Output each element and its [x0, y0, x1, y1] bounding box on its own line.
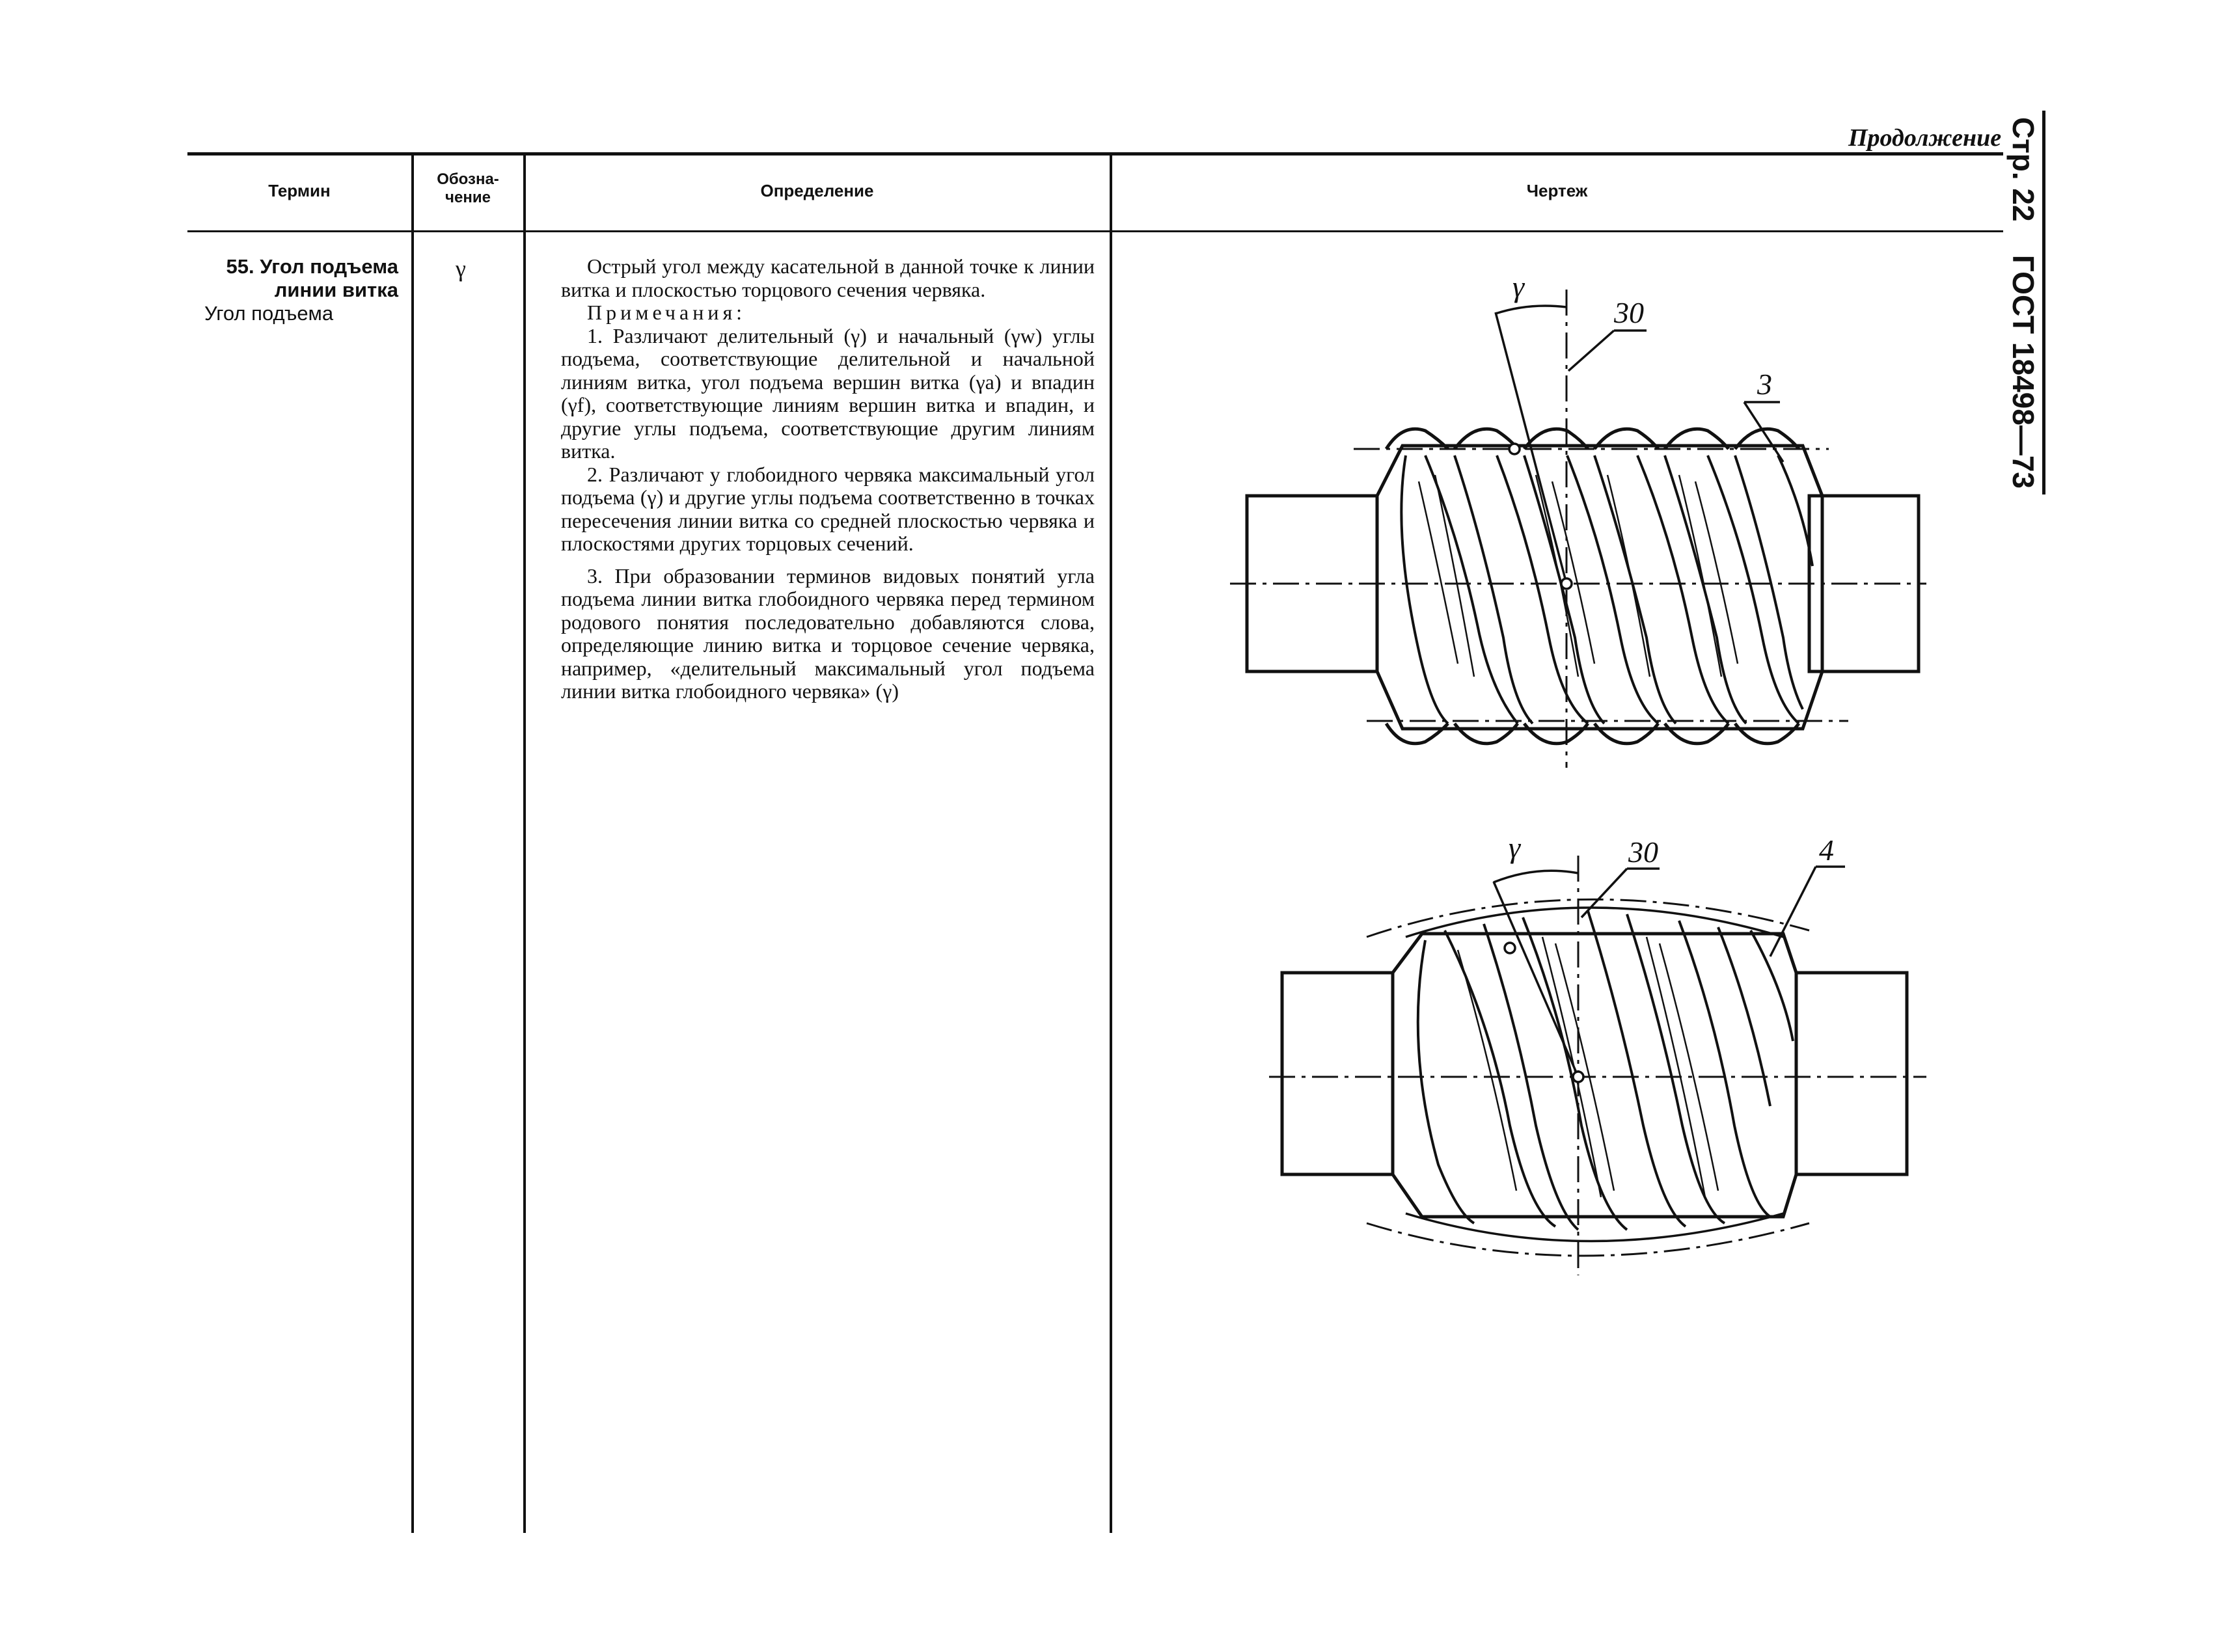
thread-crests: [1386, 429, 1799, 744]
col-divider-3: [1110, 154, 1112, 1533]
cylindrical-worm-drawing: [1224, 260, 1926, 781]
col-divider-1: [411, 154, 414, 1533]
left-shaft: [1282, 973, 1393, 1174]
center-point: [1561, 578, 1572, 589]
standard-number: ГОСТ 18498—73: [2006, 254, 2040, 489]
term-cell: [190, 255, 398, 325]
header-drawing: Чертеж: [1526, 181, 1588, 200]
pitch-arc-top: [1367, 899, 1809, 937]
angle-label-top: γ: [1512, 270, 1525, 303]
leader-label-3: 3: [1757, 368, 1772, 401]
table-header-rule: [187, 230, 2003, 232]
note-2: 2. Различают у глобоидного червяка максимальный угол подъема (γ) и другие углы подъема соответственно в точках пересечения линии витка со средней плоскостью червяка и плоскостями других торцовых сечений.: [561, 462, 1095, 555]
note-3: 3. При образовании терминов видовых понятий угла подъема линии витка глобоидного червяка перед термином родового понятия последовательно добавляются слова, определяющие линию витка и торцовое сечение червяка, например, «делительный максимальный угол подъема линии витка глобоидного червяка» (γ): [561, 563, 1095, 703]
notes-heading: Примечания:: [587, 301, 746, 324]
leader-label-30-bottom: 30: [1628, 835, 1658, 869]
page-ref: Стр. 22: [2006, 117, 2040, 222]
header-designation: Обозна- чение: [437, 170, 499, 206]
term-alternative: Угол подъема: [204, 302, 334, 325]
tangent-point: [1505, 943, 1515, 953]
continuation-label: Продолжение: [1848, 124, 2002, 152]
thread-flanks: [1418, 911, 1793, 1230]
definition-cell: [561, 255, 1095, 703]
pitch-arc-bottom: [1367, 1223, 1809, 1256]
tangent-point: [1509, 444, 1520, 454]
page-sidebar: [1997, 117, 2049, 508]
leader-label-30-top: 30: [1614, 296, 1644, 329]
leader-30: [1581, 869, 1627, 917]
leader-30: [1568, 331, 1614, 371]
term-title: 55. Угол подъема линии витка: [226, 255, 398, 301]
header-definition: Определение: [760, 181, 874, 200]
definition-main: Острый угол между касательной в данной точке к линии витка и плоскостью торцового сечения червяка.: [561, 254, 1095, 301]
right-shaft: [1796, 973, 1907, 1174]
header-term: Термин: [268, 181, 331, 200]
thread-flanks: [1401, 455, 1812, 724]
leader-4: [1770, 867, 1816, 956]
col-divider-2: [523, 154, 526, 1533]
globoid-worm-drawing: [1250, 826, 1926, 1282]
sidebar-rule: [2042, 111, 2045, 494]
center-point: [1573, 1072, 1583, 1082]
angle-label-bottom: γ: [1509, 831, 1521, 864]
angle-arc: [1494, 871, 1578, 882]
worm-body-outline: [1377, 446, 1822, 729]
angle-arc: [1496, 306, 1566, 314]
symbol-cell: γ: [456, 256, 466, 282]
leader-label-4: 4: [1819, 833, 1834, 867]
note-1: 1. Различают делительный (γ) и начальный (γw) углы подъема, соответствующие делительной и начальной линиям витка, угол подъема вершин витка (γa) и впадин (γf), соответствующие линиям вершин витка и впадин, и другие углы подъема, соответствующие другим линиям витка.: [561, 323, 1095, 463]
table-top-rule: [187, 152, 2003, 156]
